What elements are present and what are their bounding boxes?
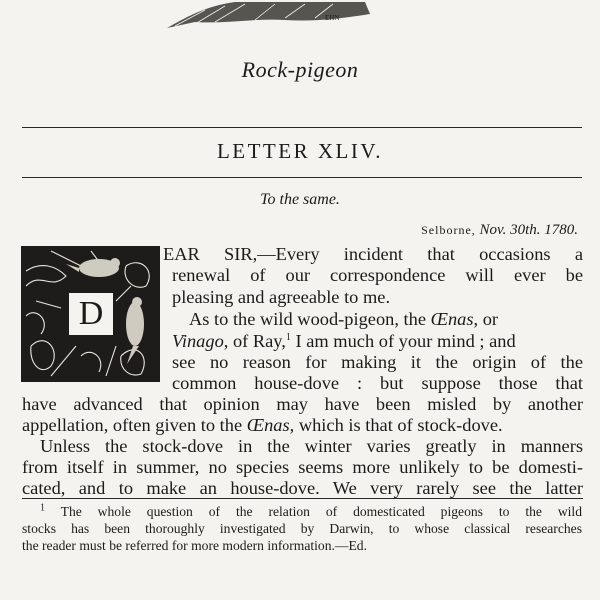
date-text: Nov. 30th. 1780.: [479, 222, 578, 238]
decorated-drop-cap: [21, 246, 160, 382]
dateline: [421, 222, 578, 239]
date-place: Selborne,: [421, 223, 476, 237]
body-line: cated, and to make an house-dove. We very rarely see the latter: [22, 478, 583, 498]
body-line: from itself in summer, no species seems more unlikely to be domesti-: [22, 457, 583, 477]
footnote-marker: 1: [40, 503, 45, 514]
body-line: renewal of our correspondence will ever be: [172, 265, 583, 285]
body-line: Vinago, of Ray,$^1$ I am much of your mind ; and: [172, 331, 516, 351]
body-line: see no reason for making it the origin of the: [172, 352, 583, 372]
footnote-line: stocks has been thoroughly investigated by Darwin, to whose classical researches: [22, 521, 582, 536]
footnote-line: $^1$ The whole question of the relation of domesticated pigeons to the wild: [40, 503, 582, 519]
body-line: Unless the stock-dove in the winter varies greatly in manners: [40, 436, 583, 456]
figure-caption: Rock-pigeon: [241, 57, 359, 82]
body-line: As to the wild wood-pigeon, the Œnas, or: [189, 309, 499, 329]
divider-bottom: [22, 177, 582, 178]
letter-title: LETTER XLIV.: [216, 139, 384, 163]
footnote-divider: [22, 498, 583, 499]
footnote-ref: 1: [285, 331, 291, 343]
body-line: pleasing and agreeable to me.: [172, 287, 391, 307]
body-line: have advanced that opinion may have been misled by another: [22, 394, 583, 414]
illustrator-signature: EHN: [325, 14, 340, 22]
body-line: appellation, often given to the Œnas, which is that of stock-dove.: [22, 415, 503, 435]
body-line: common house-dove : but suppose those that: [172, 373, 583, 393]
addressee-line: To the same.: [260, 191, 340, 208]
body-line: EAR SIR,—Every incident that occasions a: [163, 244, 583, 264]
pigeon-illustration: [165, 0, 380, 30]
drop-cap-letter: D: [67, 291, 115, 337]
divider-top: [22, 127, 582, 128]
footnote-line: the reader must be referred for more modern information.—Ed.: [22, 538, 367, 553]
